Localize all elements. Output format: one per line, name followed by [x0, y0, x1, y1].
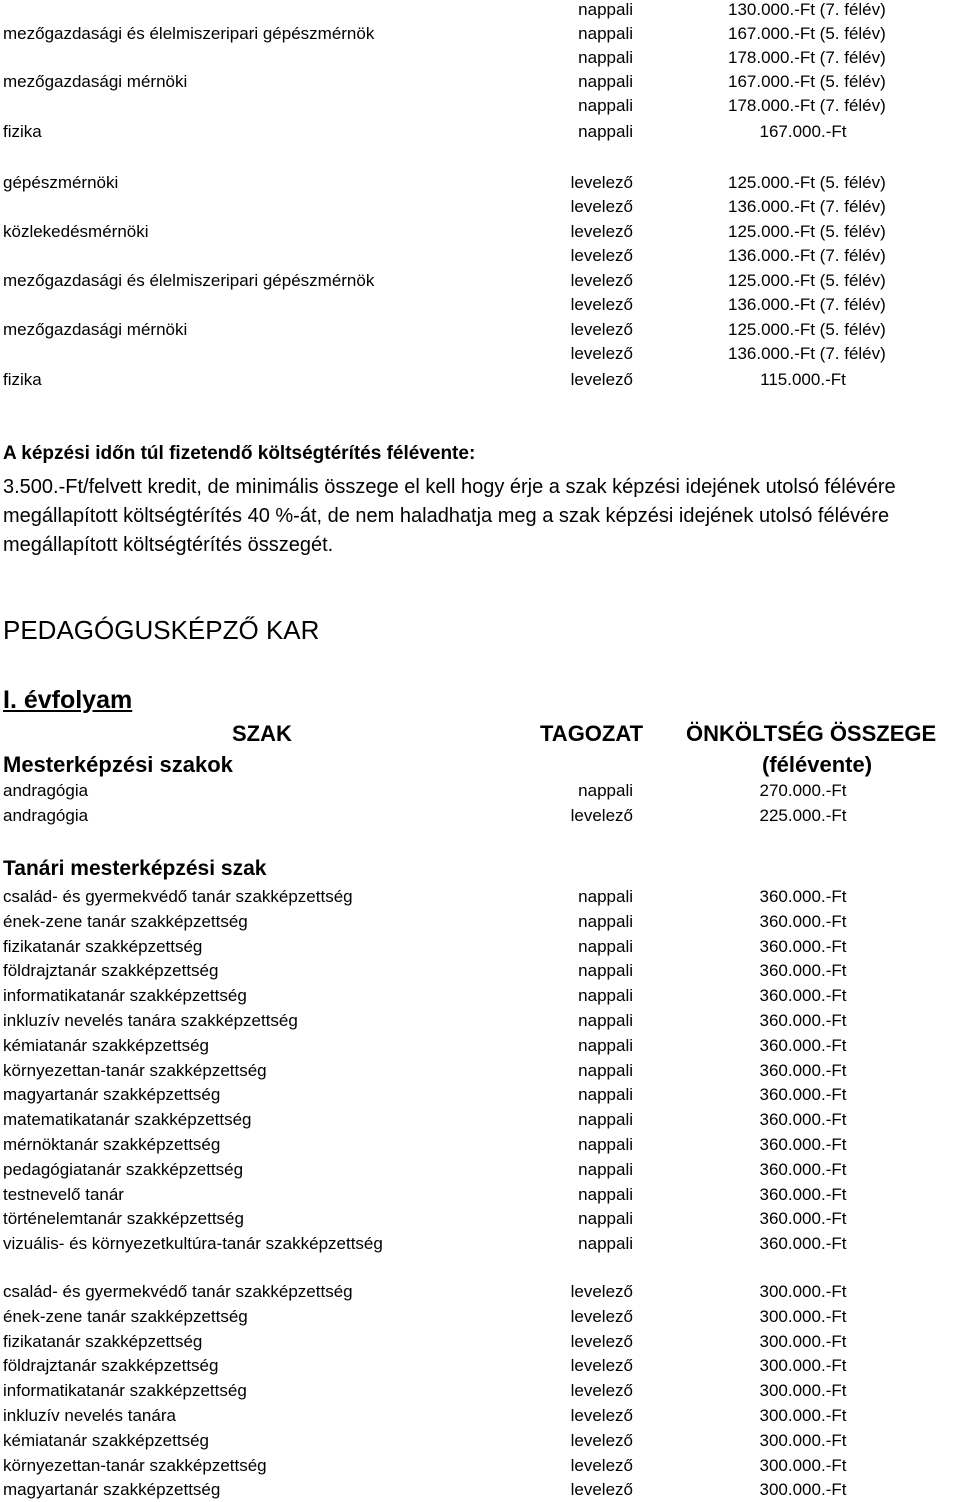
- fee-amount: 360.000.-Ft: [759, 961, 847, 981]
- study-mode: levelező: [570, 222, 633, 241]
- table-row: [0, 1034, 960, 1058]
- table-row: [0, 935, 960, 959]
- program-name: mérnöktanár szakképzettség: [3, 1135, 221, 1154]
- table-row: [0, 1108, 960, 1132]
- table-row: [0, 94, 960, 118]
- header-felevente: (félévente): [762, 752, 873, 777]
- study-mode: nappali: [578, 1011, 633, 1030]
- fee-amount: 360.000.-Ft: [759, 887, 847, 906]
- study-mode: levelező: [570, 1455, 633, 1475]
- study-mode: nappali: [578, 911, 633, 931]
- study-mode: levelező: [570, 197, 633, 216]
- study-mode: nappali: [578, 1060, 633, 1080]
- study-mode: nappali: [578, 936, 633, 956]
- program-name: kémiatanár szakképzettség: [3, 1035, 209, 1055]
- study-mode: levelező: [570, 295, 633, 314]
- table-row: [0, 1305, 960, 1329]
- table-row: [0, 318, 960, 342]
- fee-amount: 300.000.-Ft: [759, 1306, 847, 1326]
- program-name: fizikatanár szakképzettség: [3, 1331, 203, 1351]
- fee-amount: 360.000.-Ft: [759, 1234, 847, 1254]
- study-mode: nappali: [578, 1110, 633, 1130]
- study-mode: levelező: [570, 320, 633, 339]
- fee-amount: 360.000.-Ft: [759, 1110, 847, 1130]
- program-name: mezőgazdasági mérnöki: [3, 72, 188, 91]
- study-mode: levelező: [570, 1480, 633, 1500]
- study-mode: levelező: [570, 1406, 633, 1425]
- study-mode: nappali: [578, 986, 633, 1006]
- program-name: magyartanár szakképzettség: [3, 1085, 221, 1105]
- table-row: [0, 1083, 960, 1107]
- study-mode: nappali: [578, 1085, 633, 1105]
- table-row: [0, 1009, 960, 1033]
- fee-amount: 360.000.-Ft: [759, 1035, 847, 1055]
- study-mode: levelező: [570, 271, 633, 290]
- program-name: ének-zene tanár szakképzettség: [3, 1306, 248, 1326]
- table-row: [0, 1232, 960, 1256]
- study-mode: nappali: [578, 887, 633, 906]
- table-row: [0, 1454, 960, 1478]
- table-row: [0, 70, 960, 94]
- program-name: földrajztanár szakképzettség: [3, 1356, 219, 1376]
- table-row: [0, 1207, 960, 1231]
- fee-amount: 136.000.-Ft (7. félév): [728, 295, 886, 314]
- study-mode: nappali: [578, 1209, 633, 1229]
- program-name: család- és gyermekvédő tanár szakképzettség: [3, 1282, 353, 1301]
- table-row: [0, 804, 960, 828]
- study-mode: levelező: [570, 1306, 633, 1326]
- fee-amount: 300.000.-Ft: [759, 1406, 847, 1425]
- study-mode: nappali: [578, 96, 633, 115]
- fee-amount: 360.000.-Ft: [759, 1209, 847, 1229]
- program-name: andragógia: [3, 781, 89, 800]
- fee-amount: 125.000.-Ft (5. félév): [728, 271, 886, 290]
- program-name: informatikatanár szakképzettség: [3, 986, 247, 1006]
- fee-amount: 360.000.-Ft: [759, 1159, 847, 1179]
- study-mode: levelező: [570, 246, 633, 265]
- fee-amount: 360.000.-Ft: [759, 911, 847, 931]
- table-row: [0, 342, 960, 366]
- header-tagozat: TAGOZAT: [540, 721, 644, 746]
- fee-amount: 360.000.-Ft: [759, 1011, 847, 1030]
- fee-amount: 360.000.-Ft: [759, 1060, 847, 1080]
- table-row: [0, 1429, 960, 1453]
- study-mode: nappali: [578, 1184, 633, 1204]
- study-mode: nappali: [578, 781, 633, 800]
- table-row: [0, 959, 960, 983]
- program-name: mezőgazdasági és élelmiszeripari gépészmérnök: [3, 271, 375, 290]
- fee-amount: 300.000.-Ft: [759, 1331, 847, 1351]
- fee-amount: 167.000.-Ft: [759, 122, 847, 141]
- note-body: 3.500.-Ft/felvett kredit, de minimális összege el kell hogy érje a szak képzési idejének utolsó félévére megállapított költségtérítés 40 %-át, de nem haladhatja meg a szak képzési idejének utolsó félévére megállapított költségtérítés összegét.: [3, 476, 896, 556]
- table-row: [0, 1379, 960, 1403]
- program-name: pedagógiatanár szakképzettség: [3, 1159, 244, 1179]
- program-name: mezőgazdasági mérnöki: [3, 320, 188, 339]
- table-row: [0, 368, 960, 392]
- table-row: [0, 220, 960, 244]
- table-row: [0, 984, 960, 1008]
- study-mode: nappali: [578, 1234, 633, 1254]
- study-mode: levelező: [570, 1282, 633, 1301]
- program-name: mezőgazdasági és élelmiszeripari gépészmérnök: [3, 24, 375, 43]
- fee-amount: 300.000.-Ft: [759, 1356, 847, 1376]
- fee-amount: 130.000.-Ft (7. félév): [728, 0, 886, 19]
- program-name: vizuális- és környezetkultúra-tanár szakképzettség: [3, 1234, 383, 1254]
- table-row: [0, 1183, 960, 1207]
- study-mode: nappali: [578, 1159, 633, 1179]
- fee-amount: 136.000.-Ft (7. félév): [728, 197, 886, 216]
- study-mode: levelező: [570, 1381, 633, 1401]
- study-mode: nappali: [578, 961, 633, 981]
- fee-amount: 300.000.-Ft: [759, 1455, 847, 1475]
- study-mode: nappali: [578, 122, 633, 141]
- study-mode: nappali: [578, 1135, 633, 1154]
- table-row: [0, 1330, 960, 1354]
- fee-amount: 360.000.-Ft: [759, 936, 847, 956]
- program-name: ének-zene tanár szakképzettség: [3, 911, 248, 931]
- table-row: [0, 0, 960, 22]
- fee-amount: 360.000.-Ft: [759, 1184, 847, 1204]
- table-row: [0, 195, 960, 219]
- program-name: földrajztanár szakképzettség: [3, 961, 219, 981]
- study-mode: levelező: [570, 344, 633, 363]
- table-row: [0, 269, 960, 293]
- table-row: [0, 1280, 960, 1304]
- fee-amount: 270.000.-Ft: [759, 781, 847, 800]
- program-name: andragógia: [3, 806, 89, 825]
- table-row: [0, 120, 960, 144]
- fee-amount: 225.000.-Ft: [759, 806, 847, 825]
- fee-amount: 360.000.-Ft: [759, 986, 847, 1006]
- faculty-heading: PEDAGÓGUSKÉPZŐ KAR: [3, 615, 320, 645]
- program-name: közlekedésmérnöki: [3, 222, 149, 241]
- program-name: inkluzív nevelés tanára szakképzettség: [3, 1011, 298, 1030]
- table-row: [0, 244, 960, 268]
- program-name: inkluzív nevelés tanára: [3, 1406, 176, 1425]
- program-name: testnevelő tanár: [3, 1184, 124, 1204]
- fee-amount: 136.000.-Ft (7. félév): [728, 344, 886, 363]
- fee-amount: 360.000.-Ft: [759, 1085, 847, 1105]
- year-heading: I. évfolyam: [3, 686, 133, 714]
- study-mode: levelező: [570, 173, 633, 192]
- teacher-heading: Tanári mesterképzési szak: [3, 857, 267, 880]
- table-row: [0, 1059, 960, 1083]
- study-mode: nappali: [578, 0, 633, 19]
- table-row: [0, 910, 960, 934]
- study-mode: levelező: [570, 370, 633, 389]
- program-name: magyartanár szakképzettség: [3, 1480, 221, 1500]
- fee-amount: 360.000.-Ft: [759, 1135, 847, 1154]
- note-title: A képzési időn túl fizetendő költségtérítés félévente:: [3, 443, 476, 464]
- study-mode: nappali: [578, 24, 633, 43]
- program-name: gépészmérnöki: [3, 173, 119, 192]
- table-row: [0, 1478, 960, 1502]
- fee-amount: 115.000.-Ft: [760, 370, 846, 389]
- fee-amount: 178.000.-Ft (7. félév): [728, 48, 886, 67]
- fee-amount: 300.000.-Ft: [759, 1480, 847, 1500]
- study-mode: nappali: [578, 72, 633, 91]
- study-mode: nappali: [578, 48, 633, 67]
- program-name: fizika: [3, 122, 42, 141]
- program-name: történelemtanár szakképzettség: [3, 1209, 244, 1229]
- program-name: fizika: [3, 370, 42, 389]
- master-heading: Mesterképzési szakok: [3, 752, 233, 777]
- table-row: [0, 293, 960, 317]
- program-name: környezettan-tanár szakképzettség: [3, 1455, 267, 1475]
- table-row: [0, 885, 960, 909]
- table-row: [0, 1354, 960, 1378]
- fee-amount: 300.000.-Ft: [759, 1381, 847, 1401]
- study-mode: levelező: [570, 1331, 633, 1351]
- fee-amount: 125.000.-Ft (5. félév): [728, 320, 886, 339]
- fee-amount: 167.000.-Ft (5. félév): [728, 72, 886, 91]
- fee-amount: 178.000.-Ft (7. félév): [728, 96, 886, 115]
- program-name: fizikatanár szakképzettség: [3, 936, 203, 956]
- table-row: [0, 1404, 960, 1428]
- table-row: [0, 22, 960, 46]
- fee-amount: 136.000.-Ft (7. félév): [728, 246, 886, 265]
- program-name: környezettan-tanár szakképzettség: [3, 1060, 267, 1080]
- table-row: [0, 779, 960, 803]
- study-mode: levelező: [570, 1356, 633, 1376]
- program-name: család- és gyermekvédő tanár szakképzettség: [3, 887, 353, 906]
- header-onkoltseg: ÖNKÖLTSÉG ÖSSZEGE: [686, 721, 937, 746]
- fee-amount: 167.000.-Ft (5. félév): [728, 24, 886, 43]
- study-mode: levelező: [570, 806, 633, 825]
- study-mode: nappali: [578, 1035, 633, 1055]
- table-row: [0, 46, 960, 70]
- study-mode: levelező: [570, 1430, 633, 1450]
- fee-amount: 300.000.-Ft: [759, 1282, 847, 1301]
- header-szak: SZAK: [232, 721, 292, 746]
- program-name: informatikatanár szakképzettség: [3, 1381, 247, 1401]
- program-name: kémiatanár szakképzettség: [3, 1430, 209, 1450]
- program-name: matematikatanár szakképzettség: [3, 1110, 252, 1130]
- table-row: [0, 171, 960, 195]
- table-row: [0, 1133, 960, 1157]
- fee-amount: 300.000.-Ft: [759, 1430, 847, 1450]
- fee-amount: 125.000.-Ft (5. félév): [728, 173, 886, 192]
- fee-amount: 125.000.-Ft (5. félév): [728, 222, 886, 241]
- table-row: [0, 1158, 960, 1182]
